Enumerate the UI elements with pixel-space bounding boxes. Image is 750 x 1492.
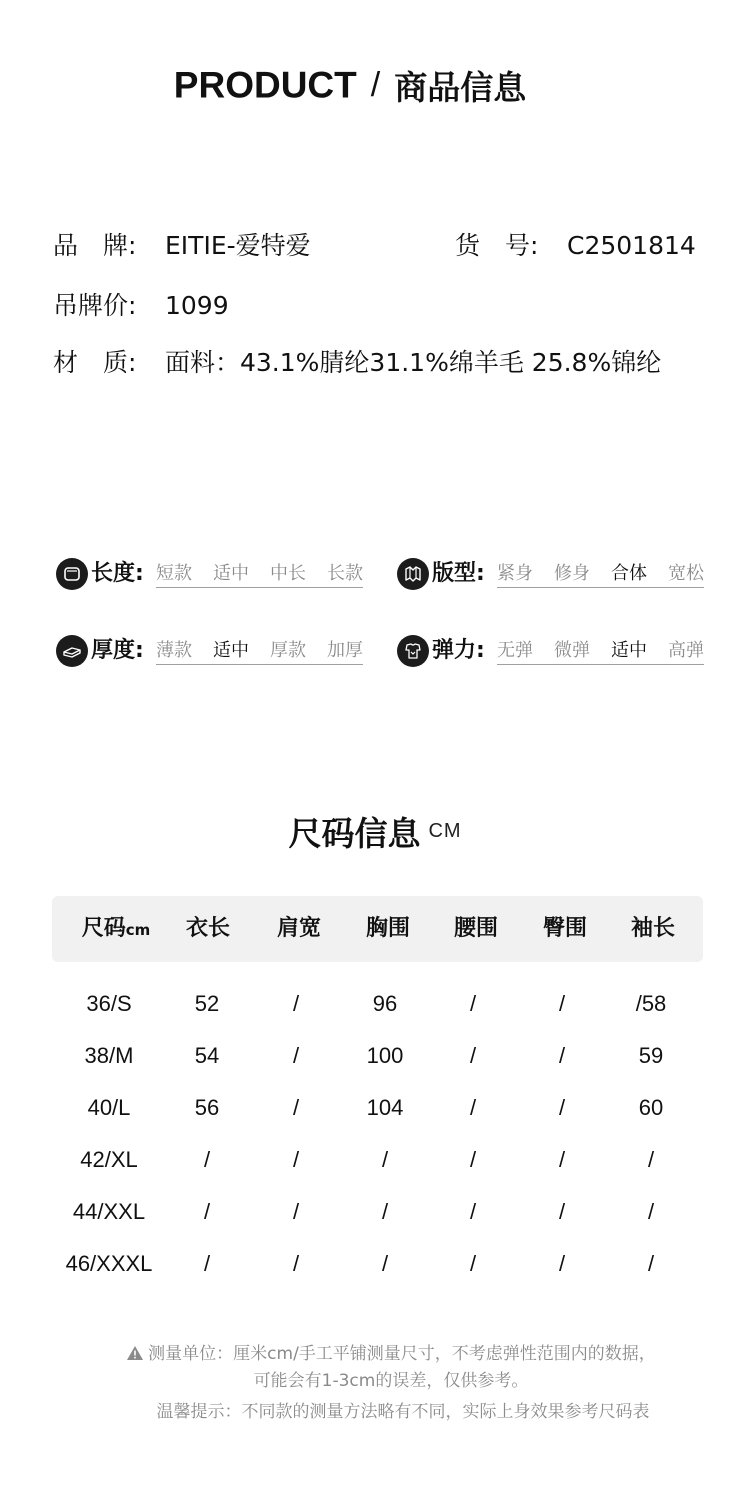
table-cell: / <box>292 1095 300 1120</box>
option-thin: 薄款 <box>156 638 192 665</box>
option-medium: 适中 <box>213 561 249 588</box>
table-cell: / <box>469 991 477 1016</box>
table-cell: / <box>558 991 566 1016</box>
table-cell: / <box>647 1251 655 1276</box>
table-cell: 44/XXL <box>72 1199 146 1224</box>
price-row <box>53 288 229 324</box>
length-icon <box>56 558 88 590</box>
table-cell: 46/XXXL <box>65 1251 153 1276</box>
option-medium-stretch: 适中 <box>611 638 647 665</box>
header-chest: 胸围 <box>365 916 410 941</box>
option-loose: 宽松 <box>668 561 704 588</box>
table-row <box>0 1192 750 1232</box>
table-cell: / <box>381 1147 389 1172</box>
table-cell: 38/M <box>84 1043 134 1068</box>
note-line-1: 测量单位：厘米cm/手工平铺测量尺寸，不考虑弹性范围内的数据， <box>148 1344 656 1364</box>
option-slim: 修身 <box>554 561 590 588</box>
page-title <box>0 62 700 109</box>
table-cell: / <box>292 991 300 1016</box>
table-cell: / <box>558 1199 566 1224</box>
attribute-name: 弹力: <box>432 638 485 663</box>
header-size: 尺码cm <box>81 916 151 941</box>
table-cell: / <box>203 1147 211 1172</box>
header-waist: 腰围 <box>453 916 498 941</box>
table-cell: / <box>647 1147 655 1172</box>
table-cell: 52 <box>194 991 220 1016</box>
material-label: 材 质: <box>53 348 137 377</box>
table-cell: / <box>292 1199 300 1224</box>
table-row <box>0 984 750 1024</box>
table-cell: / <box>469 1147 477 1172</box>
table-cell: 36/S <box>86 991 132 1016</box>
table-cell: 104 <box>366 1095 404 1120</box>
title-separator: / <box>370 66 381 104</box>
material-row <box>53 345 661 381</box>
option-regular: 合体 <box>611 561 647 588</box>
item-number-value: C2501814 <box>567 231 696 260</box>
item-number-row <box>455 228 696 264</box>
option-no-stretch: 无弹 <box>497 638 533 665</box>
table-cell: / <box>469 1043 477 1068</box>
thickness-icon <box>56 635 88 667</box>
table-cell: 54 <box>194 1043 220 1068</box>
table-row <box>0 1244 750 1284</box>
table-cell: / <box>292 1251 300 1276</box>
table-cell: / <box>558 1043 566 1068</box>
table-cell: 96 <box>372 991 398 1016</box>
header-length: 衣长 <box>185 916 230 941</box>
brand-label: 品 牌: <box>53 231 137 260</box>
option-high-stretch: 高弹 <box>668 638 704 665</box>
attribute-name: 长度: <box>91 561 144 586</box>
item-number-label: 货 号: <box>455 231 539 260</box>
attribute-name: 版型: <box>432 561 485 586</box>
header-shoulder: 肩宽 <box>276 916 321 941</box>
note-line-2: 可能会有1-3cm的误差，仅供参考。 <box>253 1371 529 1391</box>
option-extra-thick: 加厚 <box>327 638 363 665</box>
option-mid-long: 中长 <box>270 561 306 588</box>
size-section-title <box>0 808 750 855</box>
table-cell: /58 <box>635 991 667 1016</box>
table-cell: / <box>203 1199 211 1224</box>
note-line-3: 温馨提示：不同款的测量方法略有不同，实际上身效果参考尺码表 <box>156 1402 650 1422</box>
title-cn: 商品信息 <box>394 68 527 107</box>
material-value: 面料：43.1%腈纶31.1%绵羊毛 25.8%锦纶 <box>165 348 662 377</box>
table-row <box>0 1088 750 1128</box>
header-sleeve: 袖长 <box>630 916 675 941</box>
option-thick: 厚款 <box>270 638 306 665</box>
table-cell: 40/L <box>87 1095 131 1120</box>
table-cell: / <box>381 1199 389 1224</box>
option-tight: 紧身 <box>497 561 533 588</box>
header-hip: 臀围 <box>542 916 587 941</box>
table-cell: / <box>558 1095 566 1120</box>
option-medium: 适中 <box>213 638 249 665</box>
measurement-note <box>16 1339 750 1364</box>
table-cell: / <box>469 1095 477 1120</box>
option-long: 长款 <box>327 561 363 588</box>
table-cell: 100 <box>366 1043 404 1068</box>
size-table-header <box>52 896 703 962</box>
elasticity-icon <box>397 635 429 667</box>
table-cell: / <box>203 1251 211 1276</box>
table-cell: / <box>292 1147 300 1172</box>
table-cell: / <box>469 1251 477 1276</box>
price-label: 吊牌价: <box>53 291 137 320</box>
table-cell: / <box>558 1251 566 1276</box>
brand-value: EITIE-爱特爱 <box>165 231 311 260</box>
table-cell: 60 <box>638 1095 664 1120</box>
size-title-text: 尺码信息 <box>288 814 421 853</box>
option-slight-stretch: 微弹 <box>554 638 590 665</box>
table-cell: / <box>558 1147 566 1172</box>
table-cell: 59 <box>638 1043 664 1068</box>
table-cell: / <box>292 1043 300 1068</box>
table-cell: 56 <box>194 1095 220 1120</box>
price-value: 1099 <box>165 291 229 320</box>
brand-row <box>53 228 311 264</box>
table-cell: / <box>647 1199 655 1224</box>
size-title-unit: CM <box>428 820 462 842</box>
option-short: 短款 <box>156 561 192 588</box>
table-cell: / <box>469 1199 477 1224</box>
table-cell: 42/XL <box>80 1147 138 1172</box>
attribute-name: 厚度: <box>91 638 144 663</box>
fit-icon <box>397 558 429 590</box>
table-row <box>0 1036 750 1076</box>
title-en: PRODUCT <box>173 64 357 106</box>
table-cell: / <box>381 1251 389 1276</box>
warning-icon <box>126 1345 144 1361</box>
table-row <box>0 1140 750 1180</box>
